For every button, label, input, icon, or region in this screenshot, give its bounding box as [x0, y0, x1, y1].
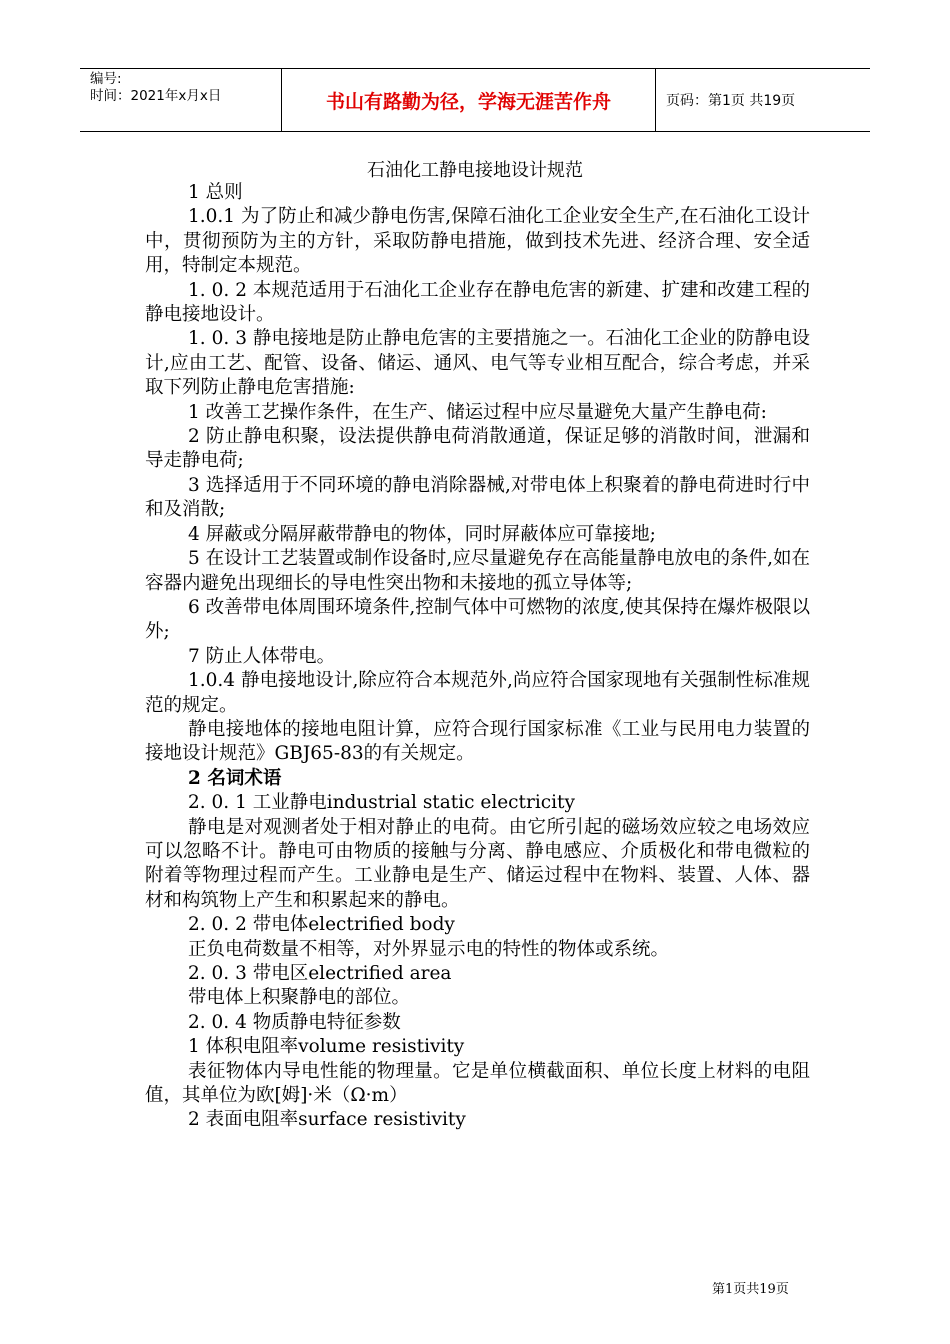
- paragraph: 正负电荷数量不相等，对外界显示电的特性的物体或系统。: [188, 938, 670, 960]
- header-page-info: 页码：第1页 共19页: [666, 93, 796, 109]
- document-body: [145, 181, 810, 1133]
- paragraph: 5 在设计工艺装置或制作设备时,应尽量避免存在高能量静电放电的条件,如在容器内避免出现细长的导电性突出物和未接地的孤立导体等;: [145, 548, 810, 594]
- paragraph: 1. 0. 3 静电接地是防止静电危害的主要措施之一。石油化工企业的防静电设计,应由工艺、配管、设备、储运、通风、电气等专业相互配合，综合考虑，并采取下列防止静电危害措施:: [145, 328, 810, 399]
- paragraph: 静电接地体的接地电阻计算，应符合现行国家标准《工业与民用电力装置的接地设计规范》GBJ65-83的有关规定。: [145, 718, 810, 765]
- page-footer: 第1页共19页: [712, 1282, 789, 1297]
- paragraph: 1 改善工艺操作条件，在生产、储运过程中应尽量避免大量产生静电荷:: [188, 401, 767, 423]
- paragraph: 3 选择适用于不同环境的静电消除器械,对带电体上积聚着的静电荷进时行中和及消散;: [145, 474, 810, 521]
- document-title: 石油化工静电接地设计规范: [367, 160, 583, 181]
- header-meta: [80, 69, 282, 131]
- paragraph: 4 屏蔽或分隔屏蔽带静电的物体，同时屏蔽体应可靠接地;: [188, 523, 656, 545]
- paragraph: 2. 0. 1 工业静电industrial static electricity: [188, 792, 575, 814]
- paragraph: 表征物体内导电性能的物理量。它是单位横截面积、单位长度上材料的电阻值，其单位为欧[姆]·米（Ω·m）: [145, 1060, 810, 1107]
- paragraph: 1. 0. 2 本规范适用于石油化工企业存在静电危害的新建、扩建和改建工程的静电接地设计。: [145, 279, 810, 326]
- paragraph: 2 名词术语: [188, 767, 282, 789]
- paragraph: 2. 0. 3 带电区electrified area: [188, 963, 452, 984]
- document-number-label: 编号:: [90, 71, 122, 87]
- paragraph: 1.0.4 静电接地设计,除应符合本规范外,尚应符合国家现地有关强制性标准规范的规定。: [145, 670, 810, 716]
- document-time-label: 时间：2021年x月x日: [90, 88, 222, 104]
- paragraph: 7 防止人体带电。: [188, 645, 336, 667]
- paragraph: 带电体上积聚静电的部位。: [188, 987, 411, 1009]
- paragraph: 2 表面电阻率surface resistivity: [188, 1109, 466, 1131]
- header-motto: 书山有路勤为径，学海无涯苦作舟: [282, 69, 656, 131]
- paragraph: 1 总则: [188, 182, 243, 203]
- header-table: [80, 68, 870, 132]
- paragraph: 1 体积电阻率volume resistivity: [188, 1036, 465, 1058]
- paragraph: 静电是对观测者处于相对静止的电荷。由它所引起的磁场效应较之电场效应可以忽略不计。静电可由物质的接触与分离、静电感应、介质极化和带电微粒的附着等物理过程而产生。工业静电是生产、储运过程中在物料、装置、人体、器材和构筑物上产生和积累起来的静电。: [145, 816, 810, 911]
- paragraph: 2 防止静电积聚，设法提供静电荷消散通道，保证足够的消散时间，泄漏和导走静电荷;: [145, 426, 810, 472]
- paragraph: 6 改善带电体周围环境条件,控制气体中可燃物的浓度,使其保持在爆炸极限以外;: [145, 596, 810, 643]
- paragraph: 2. 0. 4 物质静电特征参数: [188, 1011, 401, 1033]
- paragraph: 1.0.1 为了防止和减少静电伤害,保障石油化工企业安全生产,在石油化工设计中，贯彻预防为主的方针，采取防静电措施，做到技术先进、经济合理、安全适用，特制定本规范。: [145, 206, 810, 277]
- paragraph: 2. 0. 2 带电体electrified body: [188, 914, 455, 936]
